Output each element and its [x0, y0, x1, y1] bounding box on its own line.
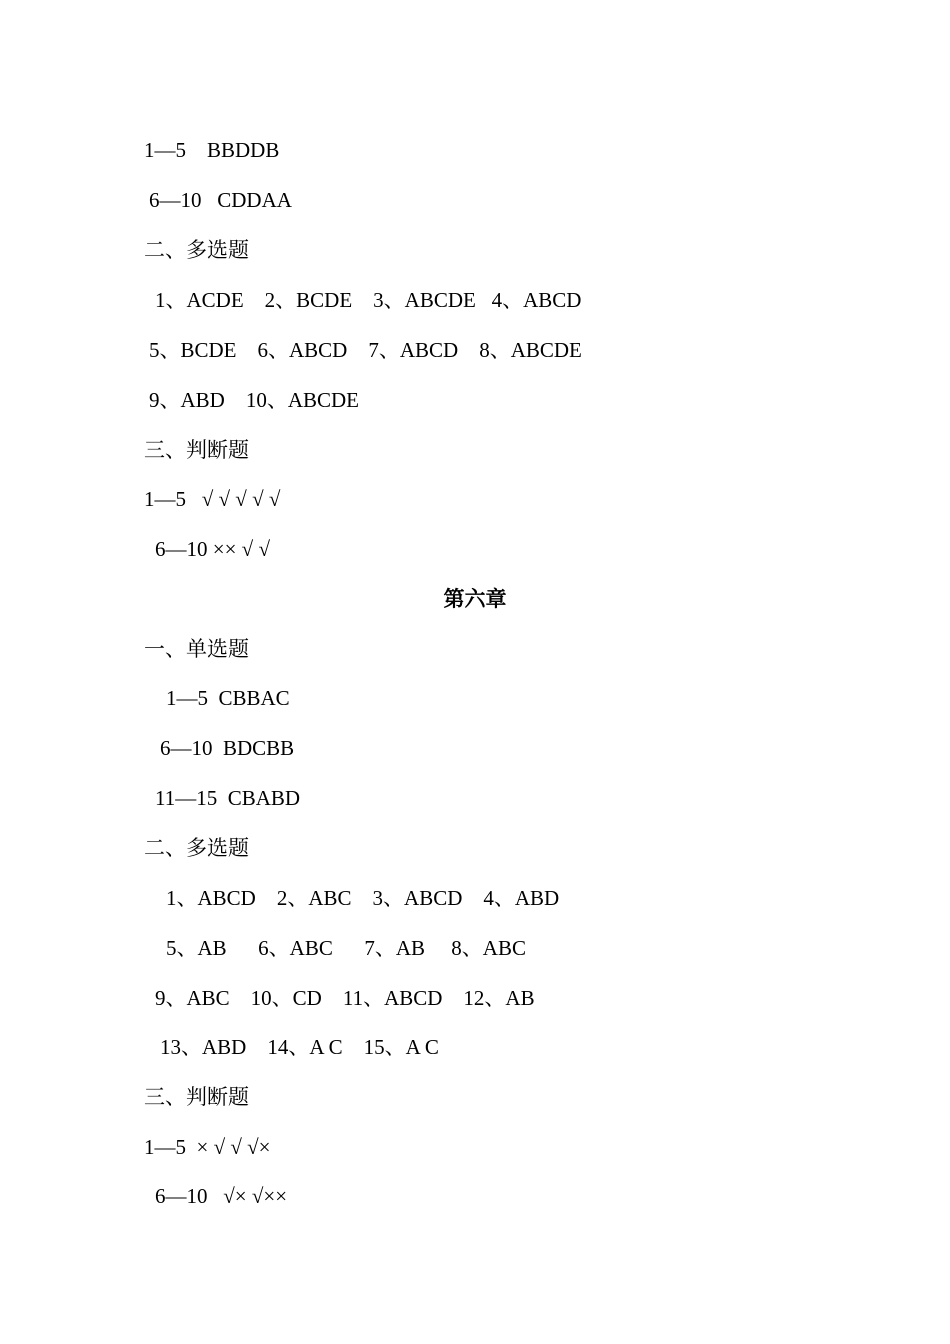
ch6-judge-6-10: 6—10 √× √×× [155, 1184, 288, 1208]
ch6-single-6-10: 6—10 BDCBB [160, 736, 295, 760]
ch6-multi-row-1: 1、ABCD 2、ABC 3、ABCD 4、ABD [166, 886, 560, 910]
ch6-multi-row-4: 13、ABD 14、A C 15、A C [160, 1035, 439, 1059]
ch5-multi-row-1: 1、ACDE 2、BCDE 3、ABCDE 4、ABCD [155, 288, 582, 312]
ch6-judge-heading: 三、判断题 [144, 1085, 249, 1109]
ch5-judge-6-10: 6—10 ×× √ √ [155, 537, 270, 561]
ch5-judge-heading: 三、判断题 [144, 438, 249, 462]
ch5-single-6-10: 6—10 CDDAA [149, 188, 292, 212]
ch6-single-11-15: 11—15 CBABD [155, 786, 301, 810]
chapter-six-title: 第六章 [443, 587, 507, 611]
ch5-multi-row-2: 5、BCDE 6、ABCD 7、ABCD 8、ABCDE [149, 338, 582, 362]
ch6-single-1-5: 1—5 CBBAC [166, 686, 290, 710]
ch6-multi-row-2: 5、AB 6、ABC 7、AB 8、ABC [166, 936, 526, 960]
ch6-judge-1-5: 1—5 × √ √ √× [144, 1135, 271, 1159]
ch5-multi-heading: 二、多选题 [144, 238, 249, 262]
ch5-judge-1-5: 1—5 √ √ √ √ √ [144, 487, 281, 511]
ch6-single-heading: 一、单选题 [144, 637, 249, 661]
ch5-single-1-5: 1—5 BBDDB [144, 138, 280, 162]
ch6-multi-heading: 二、多选题 [144, 836, 249, 860]
ch6-multi-row-3: 9、ABC 10、CD 11、ABCD 12、AB [155, 986, 535, 1010]
ch5-multi-row-3: 9、ABD 10、ABCDE [149, 388, 360, 412]
